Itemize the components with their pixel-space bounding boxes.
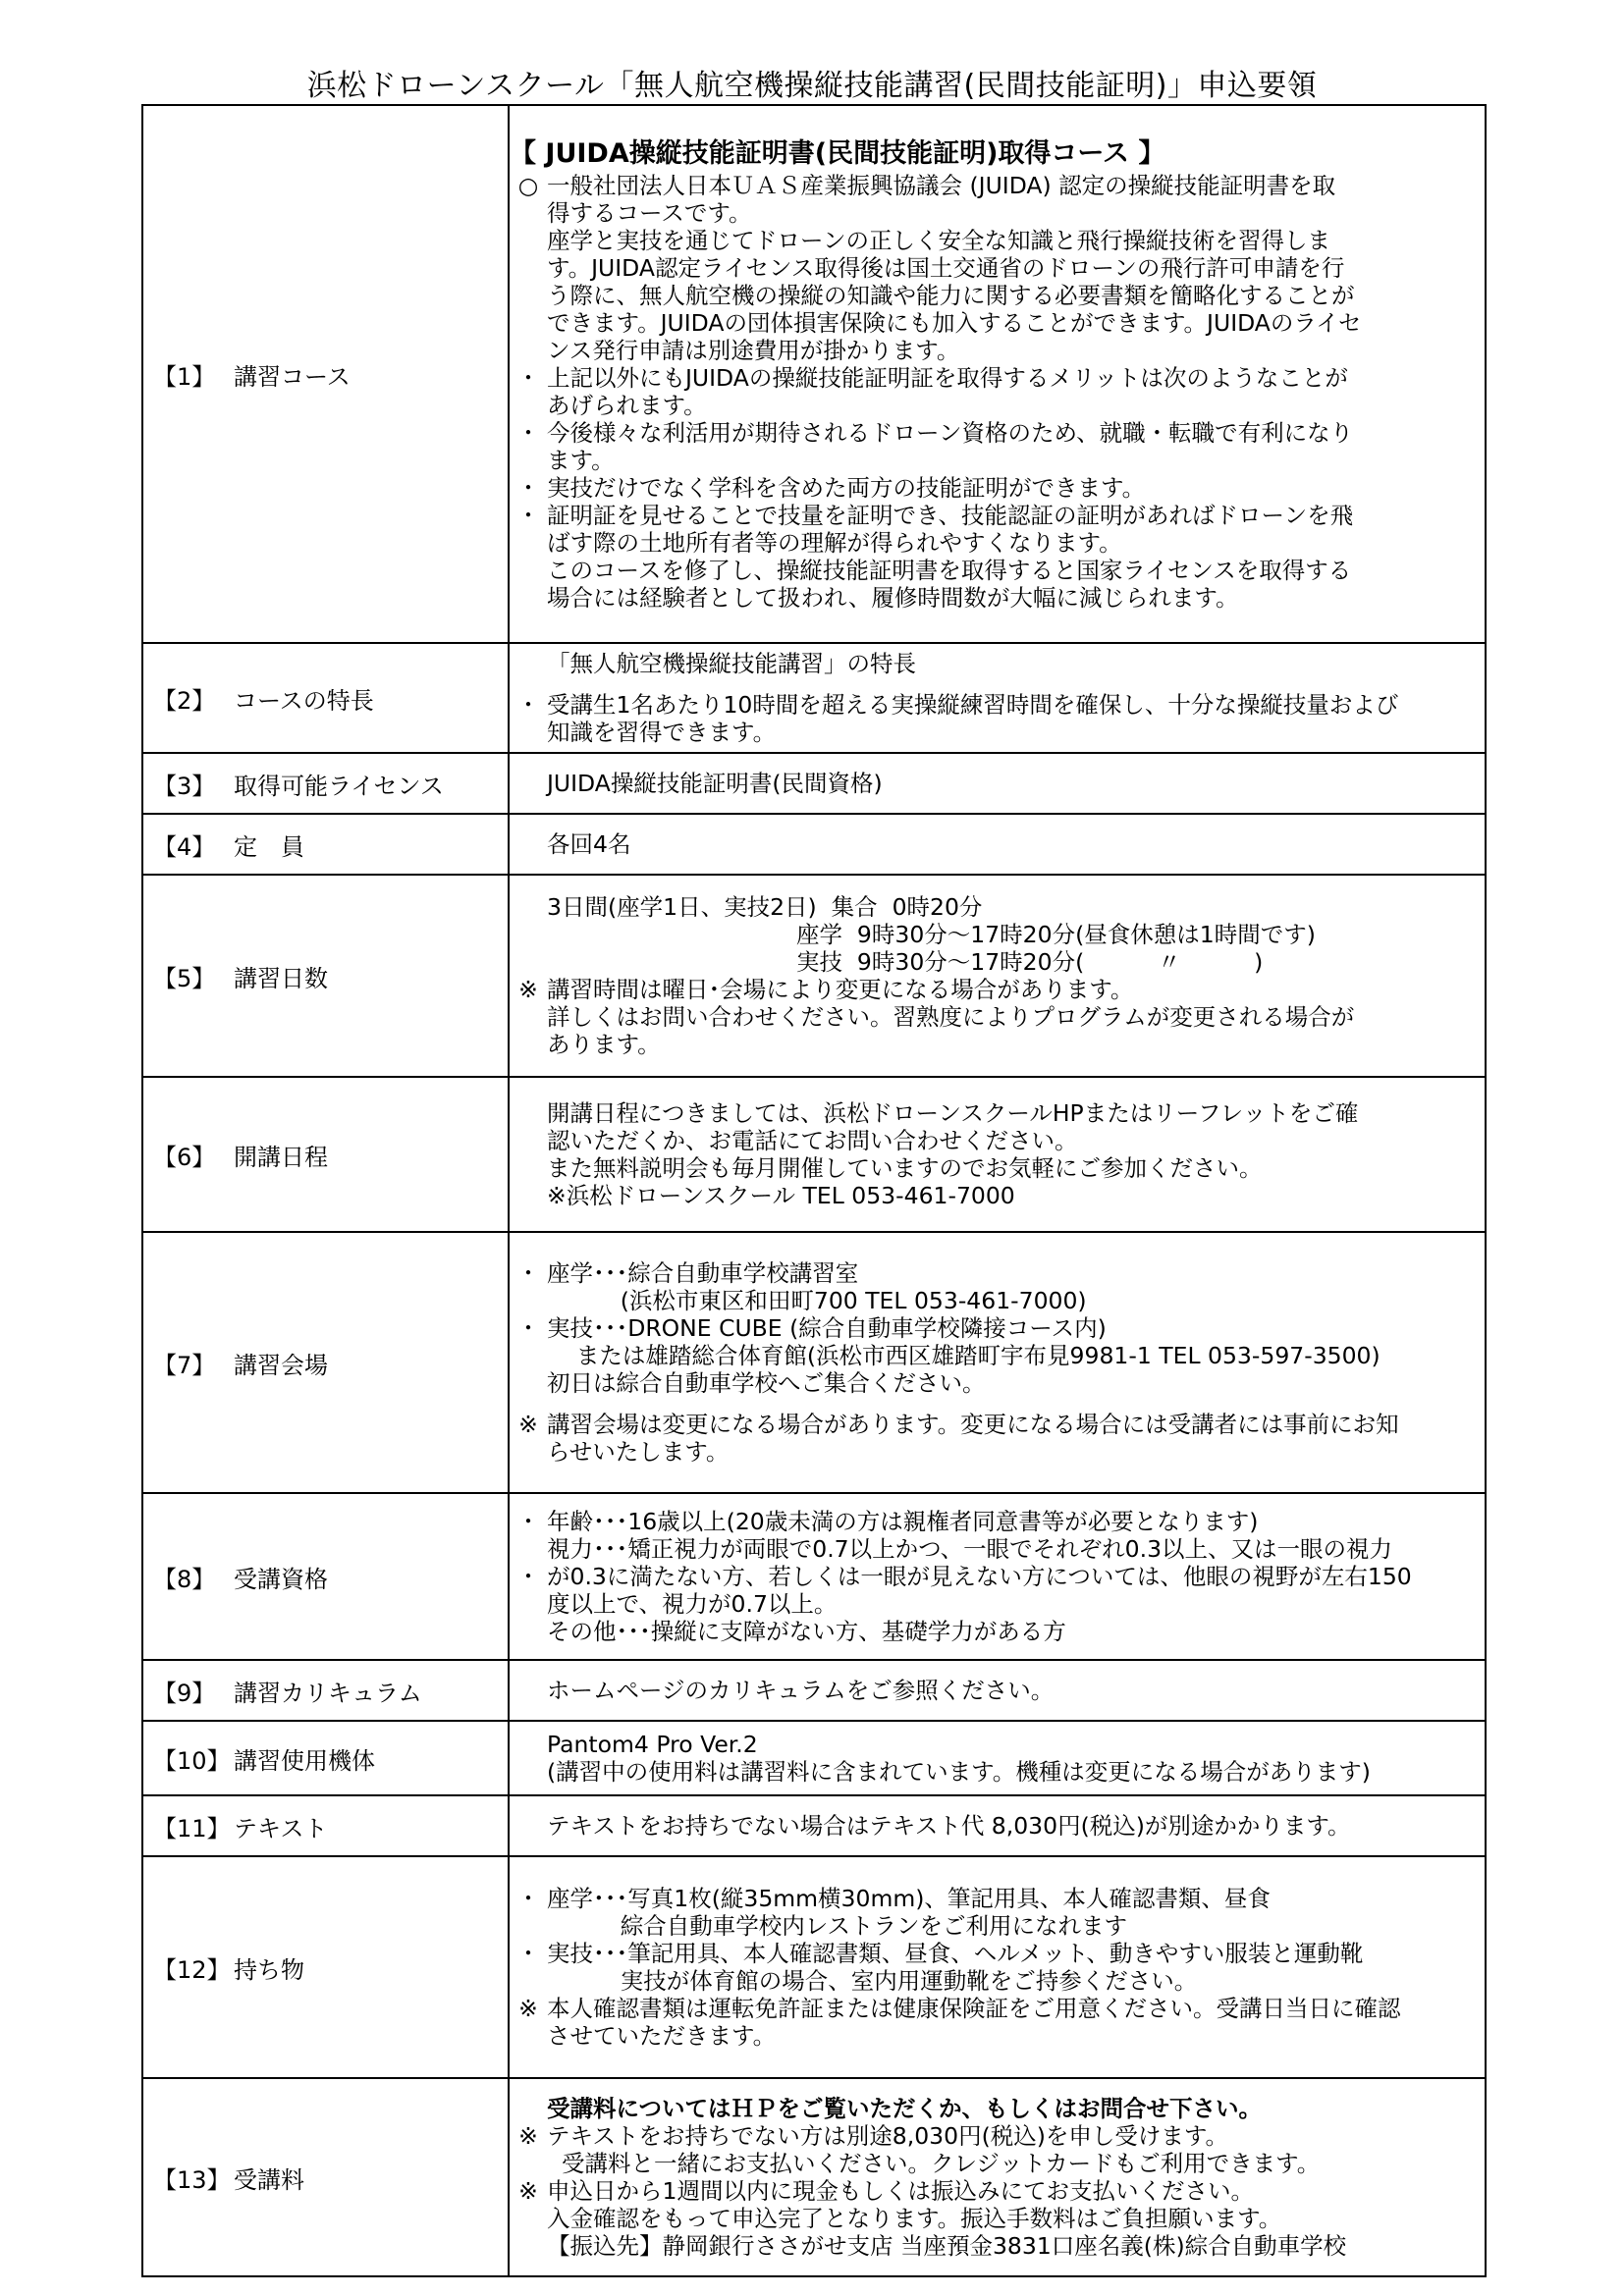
content-line [510, 650, 1485, 677]
line-text: 【振込先】静岡銀行ささがせ支店 当座預金3831口座名義(株)綜合自動車学校 [547, 2232, 1347, 2260]
content-line [510, 1731, 1485, 1758]
line-marker [510, 1182, 547, 1209]
line-text: す。JUIDA認定ライセンス取得後は国土交通省のドローンの飛行許可申請を行 [547, 254, 1345, 282]
line-text: その他･･･操縦に支障がない方、基礎学力がある方 [547, 1618, 1066, 1645]
line-marker [510, 948, 547, 976]
line-text: ます。 [547, 447, 615, 474]
row-number: 【1】 [153, 362, 216, 391]
line-marker: ※ [518, 2177, 538, 2205]
row-number: 【7】 [153, 1351, 216, 1379]
line-text: 証明証を見せることで技量を証明でき、技能認証の証明があればドローンを飛 [547, 502, 1354, 529]
line-marker [510, 1369, 547, 1397]
form-row [142, 1077, 1486, 1232]
line-marker [510, 1590, 547, 1618]
row-label-cell [142, 1795, 509, 1856]
content-line [510, 2177, 1485, 2205]
row-number: 【12】 [153, 1955, 231, 1984]
line-marker [510, 529, 547, 557]
content-line [510, 309, 1485, 337]
line-marker [510, 584, 547, 612]
line-marker: ・ [516, 1259, 540, 1287]
content-line [510, 2150, 1485, 2177]
line-marker: ・ [516, 502, 540, 529]
row-content-cell [509, 1721, 1486, 1795]
content-line [510, 1127, 1485, 1154]
line-text: また無料説明会も毎月開催していますのでお気軽にご参加ください。 [547, 1154, 1263, 1182]
line-text: 座学･･･綜合自動車学校講習室 [547, 1259, 859, 1287]
line-text: 受講料と一緒にお支払いください。クレジットカードもご利用できます。 [547, 2150, 1321, 2177]
line-text: 場合には経験者として扱われ、履修時間数が大幅に減じられます。 [547, 584, 1239, 612]
row-label: 開講日程 [234, 1143, 328, 1171]
line-text: Pantom4 Pro Ver.2 [547, 1731, 758, 1758]
line-text: 各回4名 [547, 830, 631, 858]
line-marker [510, 2022, 547, 2050]
row-label: 受講料 [234, 2165, 304, 2194]
row-label-cell [142, 105, 509, 643]
line-marker [510, 1031, 547, 1058]
row-number: 【13】 [153, 2165, 231, 2194]
content-line [510, 1912, 1485, 1940]
line-text: 申込日から1週間以内に現金もしくは振込みにてお支払いください。 [547, 2177, 1254, 2205]
row-number: 【2】 [153, 686, 216, 715]
row-label: コースの特長 [234, 686, 374, 715]
content-line [510, 2095, 1485, 2122]
form-row [142, 105, 1486, 643]
row-label-cell [142, 1077, 509, 1232]
content-line [510, 2022, 1485, 2050]
line-text: 座学と実技を通じてドローンの正しく安全な知識と飛行操縦技術を習得しま [547, 227, 1331, 254]
content-line [510, 502, 1485, 529]
line-marker: ・ [516, 1885, 540, 1912]
line-text: 3日間(座学1日、実技2日) 集合 0時20分 [547, 893, 983, 921]
line-marker: ※ [518, 976, 538, 1003]
line-marker: ※ [518, 2122, 538, 2150]
row-label: 講習会場 [234, 1351, 328, 1379]
content-line [510, 719, 1485, 746]
content-line [510, 1885, 1485, 1912]
line-marker [510, 1342, 547, 1369]
content-line [510, 254, 1485, 282]
line-text: (講習中の使用料は講習料に含まれています。機種は変更になる場合があります) [547, 1758, 1371, 1786]
line-marker [510, 447, 547, 474]
line-text: 実技 9時30分～17時20分( 〃 ) [547, 948, 1264, 976]
content-line [510, 1182, 1485, 1209]
row-label: 定 員 [234, 832, 304, 861]
content-line [510, 830, 1485, 858]
row-content-cell [509, 643, 1486, 753]
row-content-cell [509, 753, 1486, 814]
content-line [510, 770, 1485, 797]
line-marker [510, 2232, 547, 2260]
line-text: 視力･･･矯正視力が両眼で0.7以上かつ、一眼でそれぞれ0.3以上、又は一眼の視力 [547, 1535, 1393, 1563]
row-content-cell [509, 814, 1486, 875]
line-marker: ・ [516, 1940, 540, 1967]
content-line [510, 1677, 1485, 1704]
content-line [510, 1590, 1485, 1618]
form-row [142, 1660, 1486, 1721]
content-line [510, 1563, 1485, 1590]
content-line [510, 584, 1485, 612]
line-marker [510, 1967, 547, 1995]
form-row [142, 814, 1486, 875]
line-text: 受講生1名あたり10時間を超える実操縦練習時間を確保し、十分な操縦技量および [547, 691, 1399, 719]
line-text: できます。JUIDAの団体損害保険にも加入することができます。JUIDAのライセ [547, 309, 1362, 337]
line-marker [510, 1812, 547, 1840]
row-label-cell [142, 1232, 509, 1493]
line-marker [510, 337, 547, 364]
form-row [142, 753, 1486, 814]
row-label: 講習カリキュラム [234, 1679, 422, 1707]
content-line [510, 474, 1485, 502]
content-line [510, 1995, 1485, 2022]
row-number: 【6】 [153, 1143, 216, 1171]
line-text: 実技･･･DRONE CUBE (綜合自動車学校隣接コース内) [547, 1314, 1107, 1342]
line-text: 本人確認書類は運転免許証または健康保険証をご用意ください。受講日当日に確認 [547, 1995, 1401, 2022]
line-text: テキストをお持ちでない方は別途8,030円(税込)を申し受けます。 [547, 2122, 1229, 2150]
line-marker: ・ [516, 1508, 540, 1535]
row-label: 講習コース [234, 362, 351, 391]
content-line [510, 1438, 1485, 1466]
line-text: 実技だけでなく学科を含めた両方の技能証明ができます。 [547, 474, 1146, 502]
content-line [510, 1812, 1485, 1840]
line-text: 上記以外にもJUIDAの操縦技能証明証を取得するメリットは次のようなことが [547, 364, 1348, 392]
row-content-cell [509, 105, 1486, 643]
line-text: 認いただくか、お電話にてお問い合わせください。 [547, 1127, 1078, 1154]
row-number: 【4】 [153, 832, 216, 861]
content-line [510, 1259, 1485, 1287]
content-line [510, 1369, 1485, 1397]
line-text: 「無人航空機操縦技能講習」の特長 [547, 650, 916, 677]
row-number: 【5】 [153, 964, 216, 992]
row-content-cell [509, 1660, 1486, 1721]
line-text: 綜合自動車学校内レストランをご利用になれます [547, 1912, 1127, 1940]
content-line [510, 529, 1485, 557]
line-text: あげられます。 [547, 392, 707, 419]
content-line [510, 1940, 1485, 1967]
line-text: あります。 [547, 1031, 661, 1058]
line-text: らせいたします。 [547, 1438, 730, 1466]
line-marker: ※ [518, 1995, 538, 2022]
form-row [142, 1721, 1486, 1795]
line-text: 年齢･･･16歳以上(20歳未満の方は親権者同意書等が必要となります) [547, 1508, 1259, 1535]
line-marker [510, 650, 547, 677]
content-line [510, 1618, 1485, 1645]
line-text: 度以上で、視力が0.7以上。 [547, 1590, 838, 1618]
content-line [510, 976, 1485, 1003]
line-text: 講習会場は変更になる場合があります。変更になる場合には受講者には事前にお知 [547, 1411, 1399, 1438]
line-marker [510, 557, 547, 584]
line-marker [510, 1003, 547, 1031]
content-line [510, 1967, 1485, 1995]
row-content-cell [509, 1795, 1486, 1856]
line-marker [510, 282, 547, 309]
line-text: 講習時間は曜日･会場により変更になる場合があります。 [547, 976, 1134, 1003]
line-marker [510, 1731, 547, 1758]
line-text: (浜松市東区和田町700 TEL 053-461-7000) [547, 1287, 1087, 1314]
row-label-cell [142, 1660, 509, 1721]
row-content-cell [509, 1493, 1486, 1660]
form-row [142, 1856, 1486, 2078]
content-line [510, 1287, 1485, 1314]
row-number: 【9】 [153, 1679, 216, 1707]
row-label: 講習使用機体 [234, 1746, 375, 1775]
line-text: 開講日程につきましては、浜松ドローンスクールHPまたはリーフレットをご確 [547, 1099, 1359, 1127]
line-marker [510, 1287, 547, 1314]
content-line [510, 199, 1485, 227]
line-text: JUIDA操縦技能証明書(民間資格) [547, 770, 883, 797]
line-text: 得するコースです。 [547, 199, 752, 227]
line-text: ンス発行申請は別途費用が掛かります。 [547, 337, 960, 364]
content-line [510, 1535, 1485, 1563]
row-content-cell [509, 1232, 1486, 1493]
line-marker: ・ [516, 1314, 540, 1342]
content-line [510, 1758, 1485, 1786]
row-label-cell [142, 1721, 509, 1795]
content-line [510, 172, 1485, 199]
line-marker: ・ [516, 474, 540, 502]
line-text: 座学 9時30分～17時20分(昼食休憩は1時間です) [547, 921, 1316, 948]
form-row [142, 643, 1486, 753]
form-row [142, 875, 1486, 1077]
line-text: 受講料についてはＨＰをご覧いただくか、もしくはお問合せ下さい。 [547, 2095, 1263, 2122]
content-line [510, 1003, 1485, 1031]
content-line [510, 419, 1485, 447]
line-spacer [510, 677, 1485, 691]
line-marker [510, 1438, 547, 1466]
line-text: または雄踏総合体育館(浜松市西区雄踏町宇布見9981-1 TEL 053-597-3500) [547, 1342, 1380, 1369]
content-line [510, 921, 1485, 948]
line-marker [510, 392, 547, 419]
line-text: う際に、無人航空機の操縦の知識や能力に関する必要書類を簡略化することが [547, 282, 1355, 309]
content-line [510, 948, 1485, 976]
line-text: させていただきます。 [547, 2022, 777, 2050]
content-line [510, 1314, 1485, 1342]
row-label: 持ち物 [234, 1955, 304, 1984]
line-marker: ・ [516, 1563, 540, 1590]
line-marker [510, 254, 547, 282]
line-marker [510, 199, 547, 227]
line-marker [510, 1154, 547, 1182]
content-line [510, 1508, 1485, 1535]
line-marker [510, 770, 547, 797]
row-label: 講習日数 [234, 964, 328, 992]
row-number: 【10】 [153, 1746, 231, 1775]
content-line [510, 1099, 1485, 1127]
line-text: ※浜松ドローンスクール TEL 053-461-7000 [547, 1182, 1015, 1209]
line-text: 入金確認をもって申込完了となります。振込手数料はご負担願います。 [547, 2205, 1282, 2232]
content-line [510, 2232, 1485, 2260]
content-line [510, 1031, 1485, 1058]
row-label: テキスト [234, 1814, 328, 1842]
row-number: 【11】 [153, 1814, 231, 1842]
row-number: 【8】 [153, 1565, 216, 1593]
line-text: 一般社団法人日本ＵＡＳ産業振興協議会 (JUIDA) 認定の操縦技能証明書を取 [547, 172, 1336, 199]
line-text: 知識を習得できます。 [547, 719, 777, 746]
line-marker [510, 2150, 547, 2177]
row-content-cell [509, 875, 1486, 1077]
row-number: 【3】 [153, 772, 216, 800]
form-row [142, 1493, 1486, 1660]
line-marker: ○ [517, 172, 539, 199]
line-marker [510, 830, 547, 858]
content-line [510, 691, 1485, 719]
line-marker [510, 1535, 547, 1563]
line-text: 初日は綜合自動車学校へご集合ください。 [547, 1369, 986, 1397]
row-label: 受講資格 [234, 1565, 328, 1593]
line-text: 座学･･･写真1枚(縦35mm横30mm)、筆記用具、本人確認書類、昼食 [547, 1885, 1271, 1912]
content-line [510, 2122, 1485, 2150]
row-label-cell [142, 1493, 509, 1660]
row-label-cell [142, 2078, 509, 2276]
line-marker: ・ [516, 364, 540, 392]
row-label-cell [142, 643, 509, 753]
course-heading: 【 JUIDA操縦技能証明書(民間技能証明)取得コース 】 [510, 138, 1165, 169]
form-row [142, 1795, 1486, 1856]
line-marker [510, 1758, 547, 1786]
line-marker [510, 921, 547, 948]
line-marker [510, 719, 547, 746]
line-marker: ※ [518, 1411, 538, 1438]
row-content-cell [509, 1856, 1486, 2078]
line-text: ホームページのカリキュラムをご参照ください。 [547, 1677, 1055, 1704]
line-marker [510, 2205, 547, 2232]
line-marker: ・ [516, 691, 540, 719]
row-label-cell [142, 814, 509, 875]
row-content-cell [509, 2078, 1486, 2276]
content-line [510, 2205, 1485, 2232]
document-title: 浜松ドローンスクール「無人航空機操縦技能講習(民間技能証明)」申込要領 [306, 69, 1318, 103]
line-text: が0.3に満たない方、若しくは一眼が見えない方については、他眼の視野が左右150 [547, 1563, 1412, 1590]
line-marker [510, 1912, 547, 1940]
row-content-cell [509, 1077, 1486, 1232]
line-spacer [510, 1397, 1485, 1411]
content-line [510, 447, 1485, 474]
line-text: このコースを修了し、操縦技能証明書を取得すると国家ライセンスを取得する [547, 557, 1352, 584]
line-text: 実技が体育館の場合、室内用運動靴をご持参ください。 [547, 1967, 1198, 1995]
line-marker [510, 1099, 547, 1127]
form-row [142, 1232, 1486, 1493]
line-marker [510, 1127, 547, 1154]
line-marker [510, 2095, 547, 2122]
line-marker [510, 1618, 547, 1645]
line-marker: ・ [516, 419, 540, 447]
row-label-cell [142, 1856, 509, 2078]
line-text: 詳しくはお問い合わせください。習熟度によりプログラムが変更される場合が [547, 1003, 1355, 1031]
row-label: 取得可能ライセンス [234, 772, 444, 800]
content-line [510, 227, 1485, 254]
content-line [510, 364, 1485, 392]
application-table [141, 104, 1487, 2277]
row-label-cell [142, 753, 509, 814]
line-marker [510, 309, 547, 337]
content-line [510, 557, 1485, 584]
form-row [142, 2078, 1486, 2276]
content-line [510, 1411, 1485, 1438]
line-text: 今後様々な利活用が期待されるドローン資格のため、就職・転職で有利になり [547, 419, 1354, 447]
line-text: 実技･･･筆記用具、本人確認書類、昼食、ヘルメット、動きやすい服装と運動靴 [547, 1940, 1364, 1967]
content-line [510, 1342, 1485, 1369]
row-label-cell [142, 875, 509, 1077]
content-line [510, 392, 1485, 419]
content-line [510, 1154, 1485, 1182]
line-text: ばす際の土地所有者等の理解が得られやすくなります。 [547, 529, 1122, 557]
line-marker [510, 227, 547, 254]
content-line [510, 893, 1485, 921]
content-line [510, 337, 1485, 364]
line-marker [510, 893, 547, 921]
line-text: テキストをお持ちでない場合はテキスト代 8,030円(税込)が別途かかります。 [547, 1812, 1351, 1840]
content-line [510, 282, 1485, 309]
line-marker [510, 1677, 547, 1704]
